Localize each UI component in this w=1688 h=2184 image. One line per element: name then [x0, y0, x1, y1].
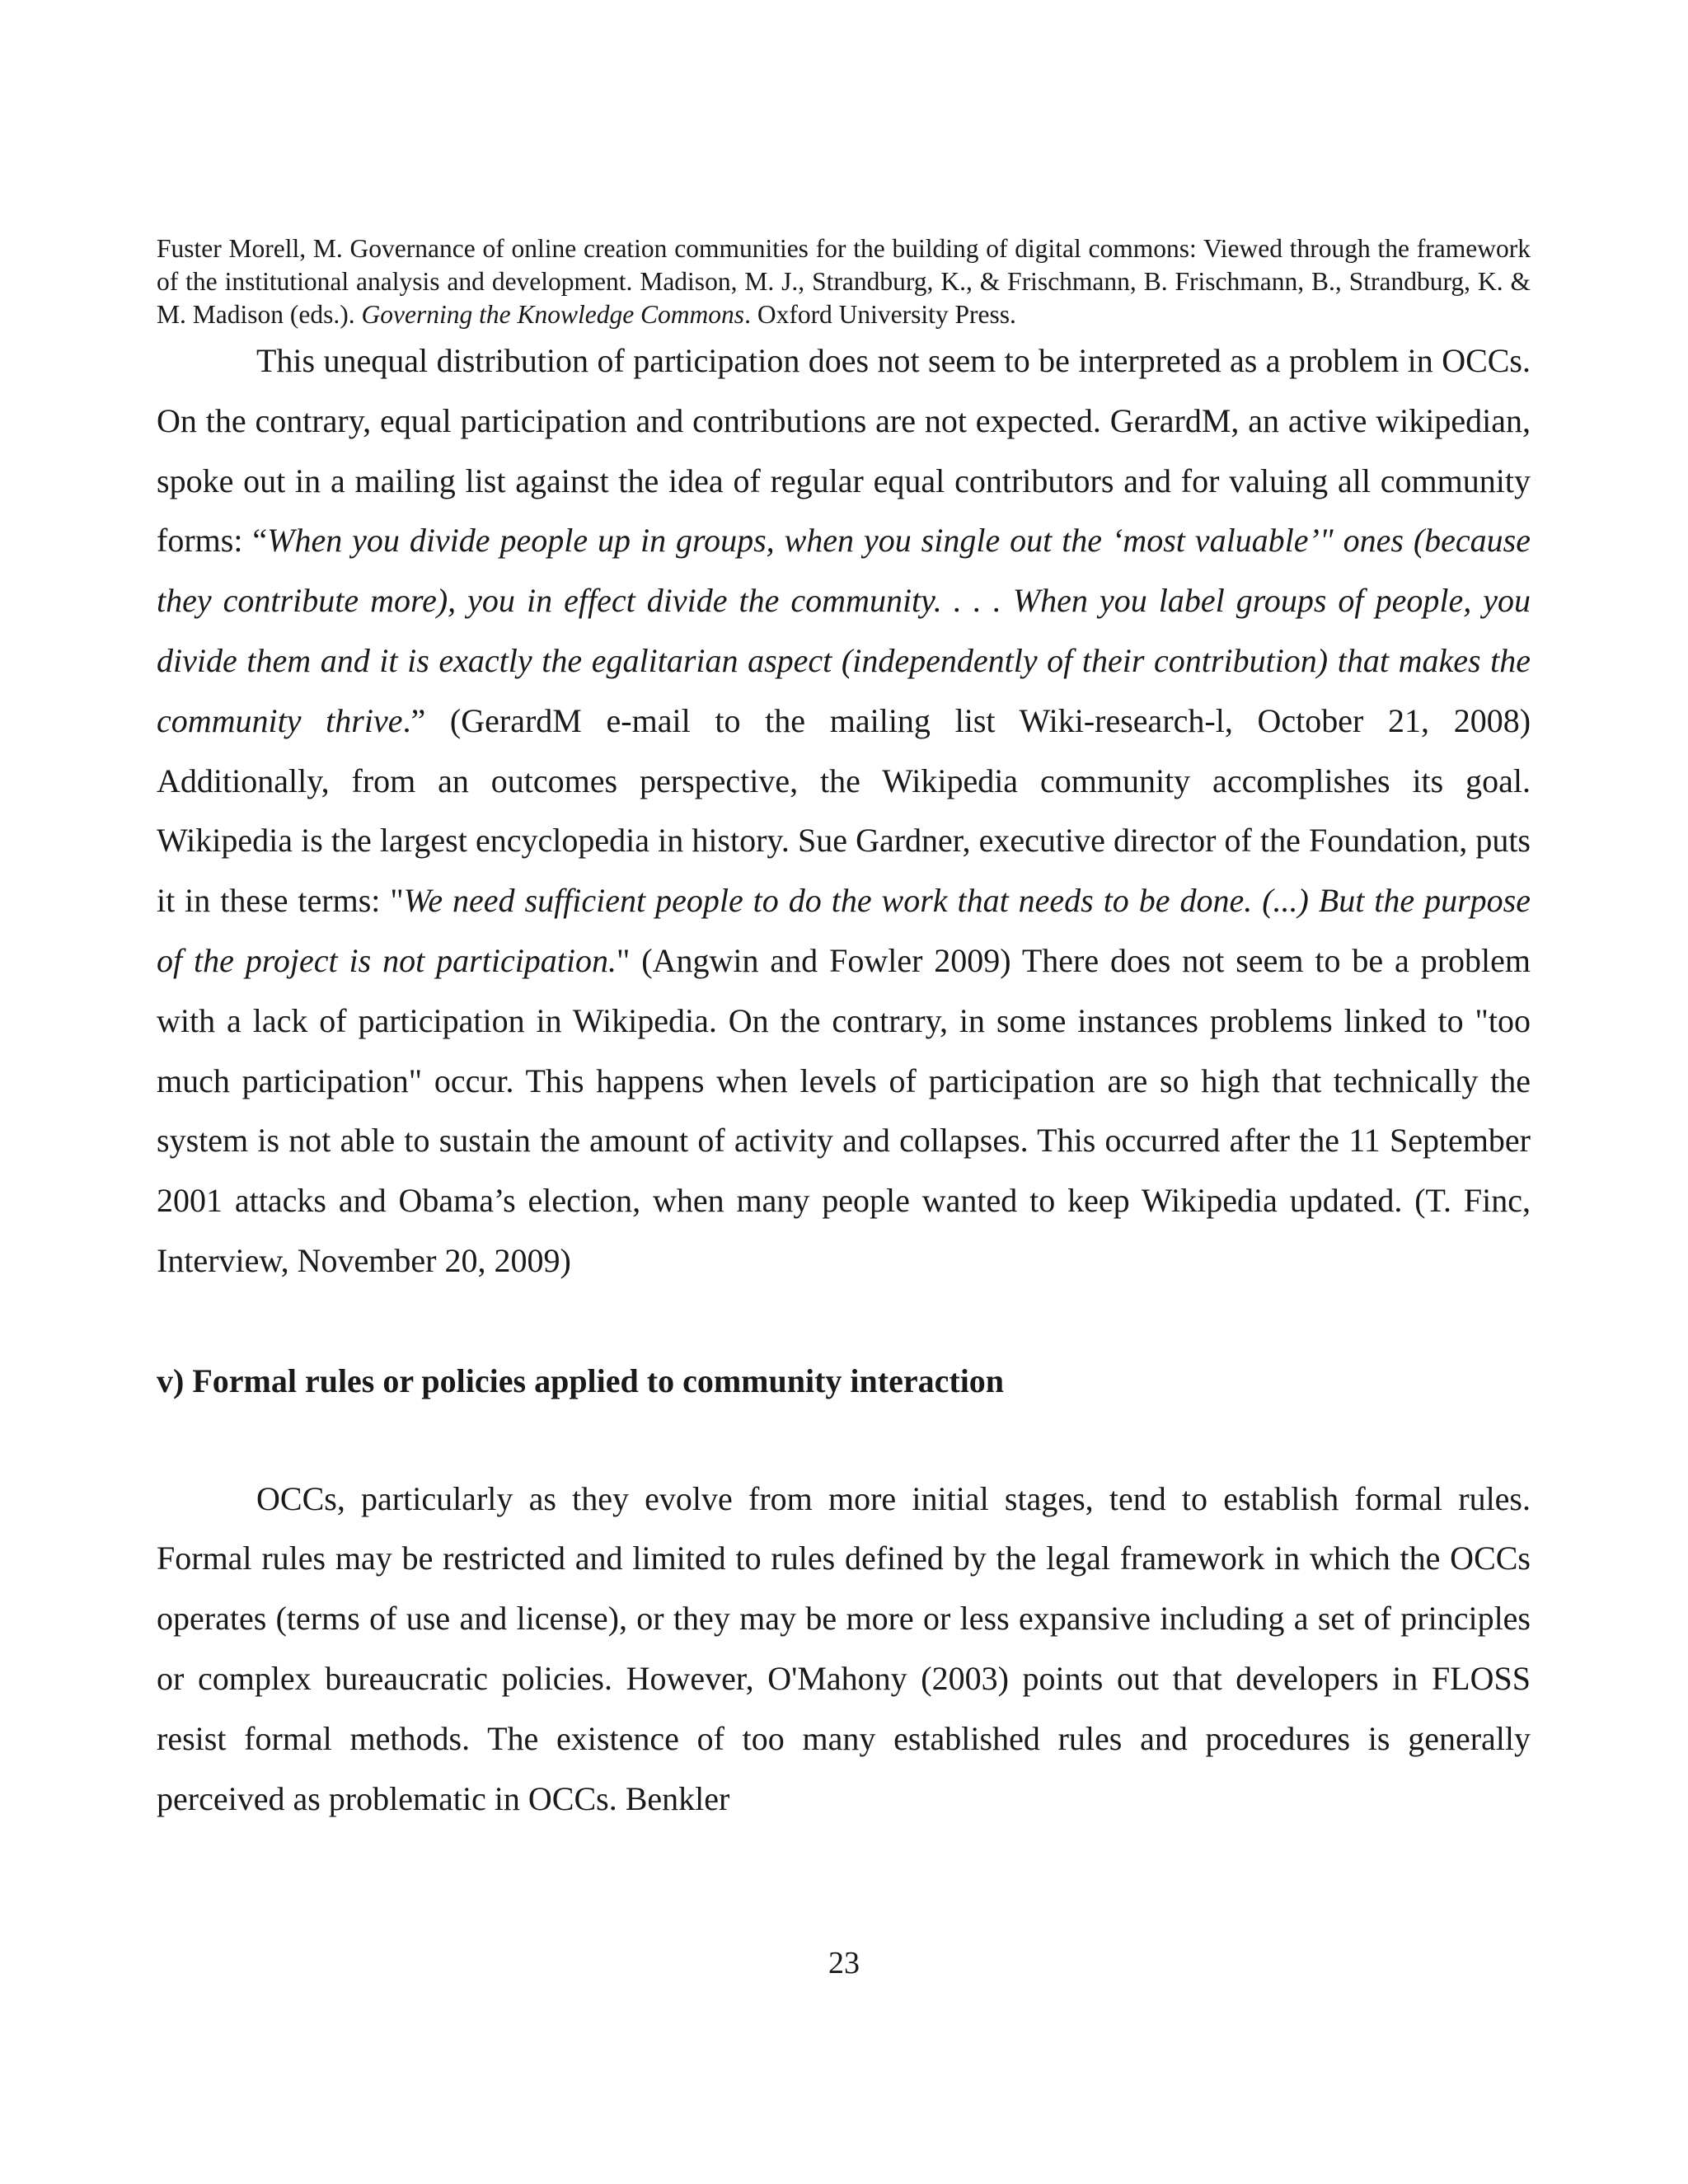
paragraph-text: This unequal distribution of participation does not seem to be interpreted as a problem in OCCs. On the contrary, equal participation and contributions are not expected. GerardM, an active wikipedian, spoke out in a mailing list against the idea of regular equal contributors and for valuing all community forms: “: [157, 342, 1531, 560]
paragraph-text: .” (GerardM e-mail to the mailing list Wiki-research-l, October 21, 2008) Additionally, from an outcomes perspective, the Wikipedia community accomplishes its goal. Wikipedia is the largest encyclopedia in history. Sue Gardner, executive director of the Foundation, puts it in these terms: ": [157, 701, 1531, 920]
page-number: 23: [828, 1946, 860, 1980]
citation-note: [157, 232, 1531, 331]
gerardm-quote: When you divide people up in groups, when you single out the ‘most valuable’" ones (because they contribute more), you in effect divide the community. . . . When you label groups of people, you divide them and it is exactly the egalitarian aspect (independently of their contribution) that makes the community thrive: [157, 522, 1531, 739]
page-content: [157, 232, 1531, 1829]
citation-publisher: . Oxford University Press.: [744, 300, 1016, 329]
gardner-quote: We need sufficient people to do the work that needs to be done. (...) But the purpose of the project is not participation.: [157, 882, 1531, 979]
body-paragraph-formal-rules: OCCs, particularly as they evolve from more initial stages, tend to establish formal rules. Formal rules may be restricted and limited to rules defined by the legal framework in which the OCCs operates (terms of use and license), or they may be more or less expansive including a set of principles or complex bureaucratic policies. However, O'Mahony (2003) points out that developers in FLOSS resist formal methods. The existence of too many established rules and procedures is generally perceived as problematic in OCCs. Benkler: [157, 1479, 1531, 1817]
paragraph-text: " (Angwin and Fowler 2009) There does not seem to be a problem with a lack of participation in Wikipedia. On the contrary, in some instances problems linked to "too much participation" occur. This happens when levels of participation are so high that technically the system is not able to sustain the amount of activity and collapses. This occurred after the 11 September 2001 attacks and Obama’s election, when many people wanted to keep Wikipedia updated. (T. Finc, Interview, November 20, 2009): [157, 941, 1531, 1279]
citation-book-title: Governing the Knowledge Commons: [361, 300, 745, 329]
section-heading: v) Formal rules or policies applied to community interaction: [157, 1361, 1005, 1399]
citation-text: Fuster Morell, M. Governance of online creation communities for the building of digital commons: Viewed through the framework of the institutional analysis and development. Madison, M. J., Strandburg, K., & Frischmann, B. Frischmann, B., Strandburg, K. & M. Madison (eds.).: [157, 234, 1531, 329]
body-paragraph-participation: [157, 331, 1531, 1291]
